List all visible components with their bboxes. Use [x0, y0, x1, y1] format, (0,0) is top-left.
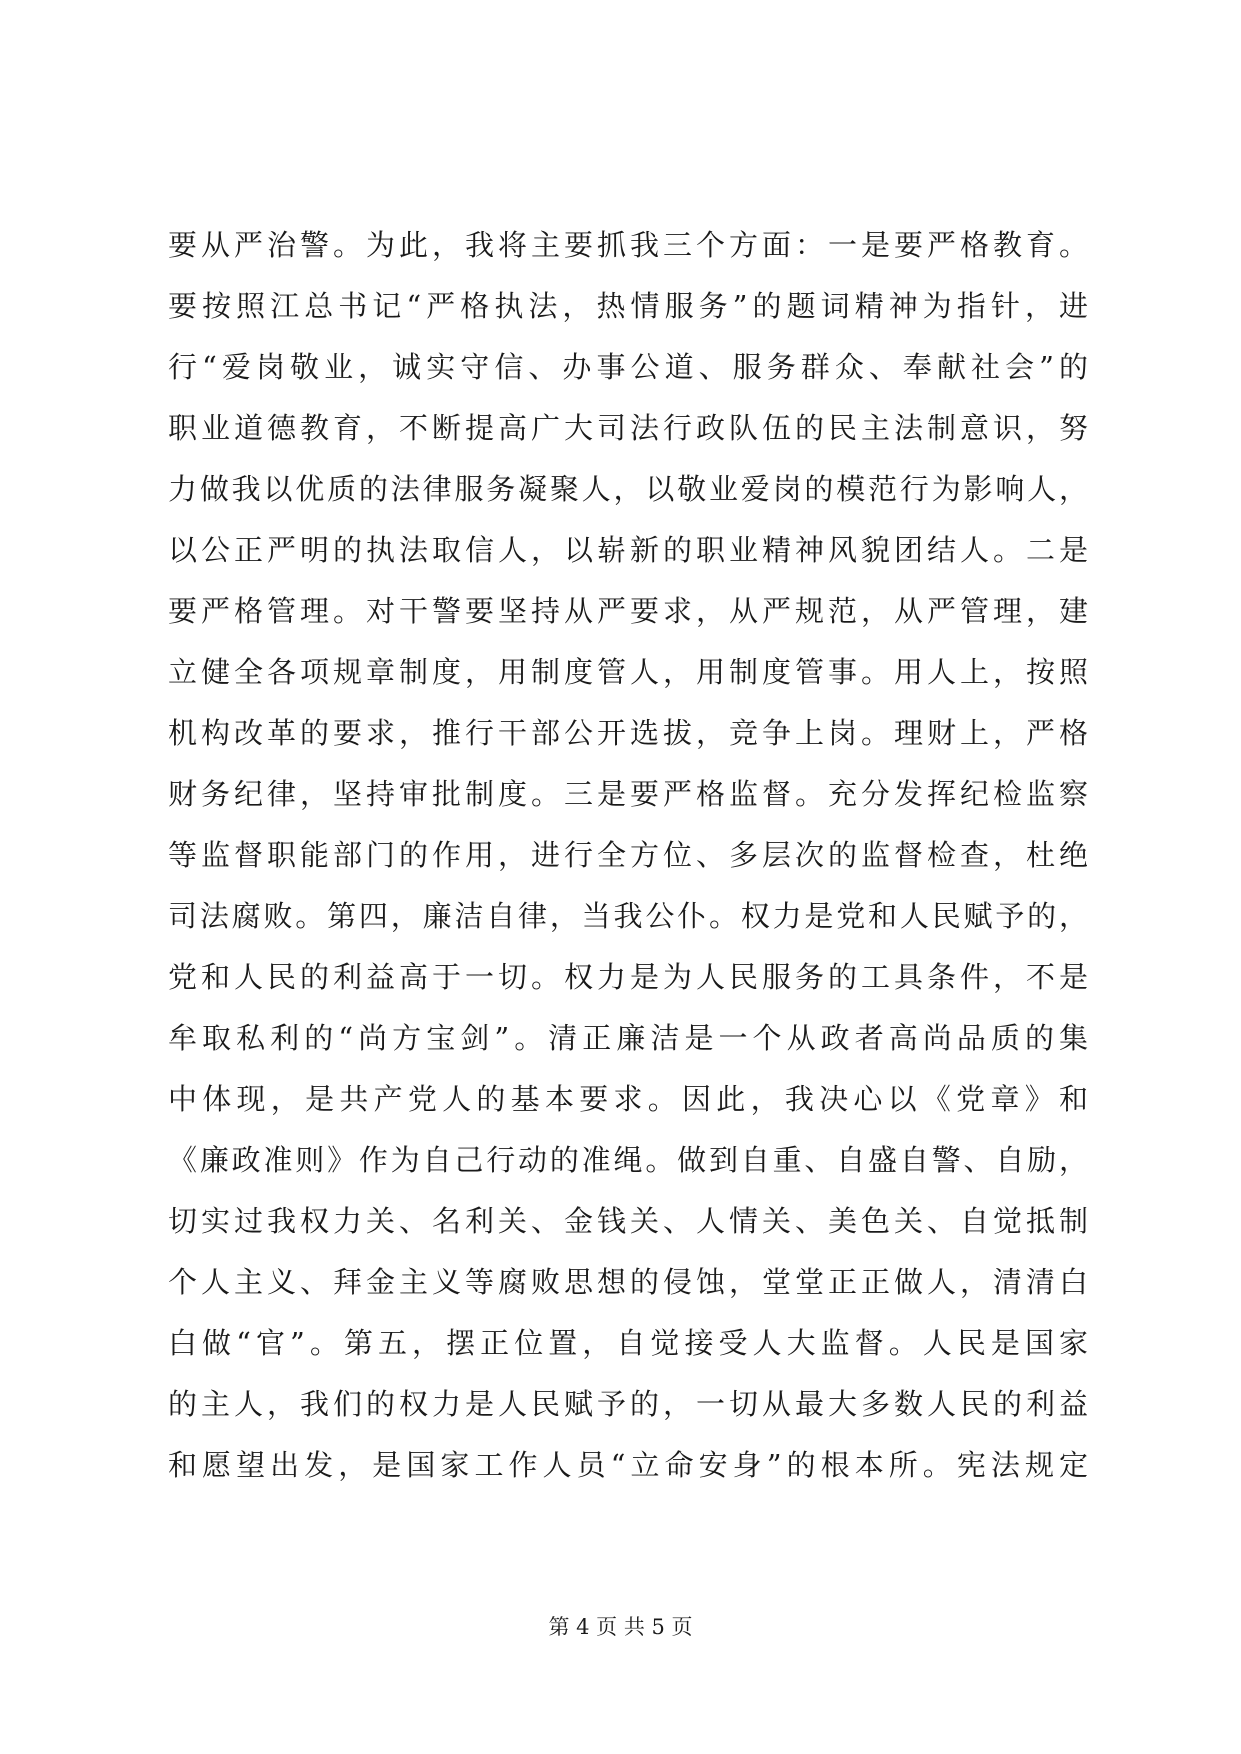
text-line: 白做“官”。第五，摆正位置，自觉接受人大监督。人民是国家 — [168, 1326, 1088, 1360]
text-line: 以公正严明的执法取信人，以崭新的职业精神风貌团结人。二是 — [168, 533, 1088, 567]
text-line: 的主人，我们的权力是人民赋予的，一切从最大多数人民的利益 — [168, 1387, 1088, 1421]
text-line: 要从严治警。为此，我将主要抓我三个方面：一是要严格教育。 — [168, 228, 1088, 262]
text-line: 《廉政准则》作为自己行动的准绳。做到自重、自盛自警、自励， — [168, 1143, 1088, 1177]
text-line: 等监督职能部门的作用，进行全方位、多层次的监督检查，杜绝 — [168, 838, 1088, 872]
text-line: 牟取私利的“尚方宝剑”。清正廉洁是一个从政者高尚品质的集 — [168, 1021, 1088, 1055]
text-line: 机构改革的要求，推行干部公开选拔，竞争上岗。理财上，严格 — [168, 716, 1088, 750]
text-line: 中体现，是共产党人的基本要求。因此，我决心以《党章》和 — [168, 1082, 1088, 1116]
text-line: 要严格管理。对干警要坚持从严要求，从严规范，从严管理，建 — [168, 594, 1088, 628]
text-line: 力做我以优质的法律服务凝聚人，以敬业爱岗的模范行为影响人， — [168, 472, 1088, 506]
text-line: 个人主义、拜金主义等腐败思想的侵蚀，堂堂正正做人，清清白 — [168, 1265, 1088, 1299]
text-line: 要按照江总书记“严格执法，热情服务”的题词精神为指针，进 — [168, 289, 1088, 323]
text-line: 立健全各项规章制度，用制度管人，用制度管事。用人上，按照 — [168, 655, 1088, 689]
text-line: 行“爱岗敬业，诚实守信、办事公道、服务群众、奉献社会”的 — [168, 350, 1088, 384]
text-line: 切实过我权力关、名利关、金钱关、人情关、美色关、自觉抵制 — [168, 1204, 1088, 1238]
text-line: 和愿望出发，是国家工作人员“立命安身”的根本所。宪法规定 — [168, 1448, 1088, 1482]
page-number-footer: 第 4 页 共 5 页 — [548, 1615, 693, 1639]
text-line: 司法腐败。第四，廉洁自律，当我公仆。权力是党和人民赋予的， — [168, 899, 1088, 933]
body-text — [168, 215, 1088, 1496]
text-line: 财务纪律，坚持审批制度。三是要严格监督。充分发挥纪检监察 — [168, 777, 1088, 811]
text-line: 职业道德教育，不断提高广大司法行政队伍的民主法制意识，努 — [168, 411, 1088, 445]
text-line: 党和人民的利益高于一切。权力是为人民服务的工具条件，不是 — [168, 960, 1088, 994]
